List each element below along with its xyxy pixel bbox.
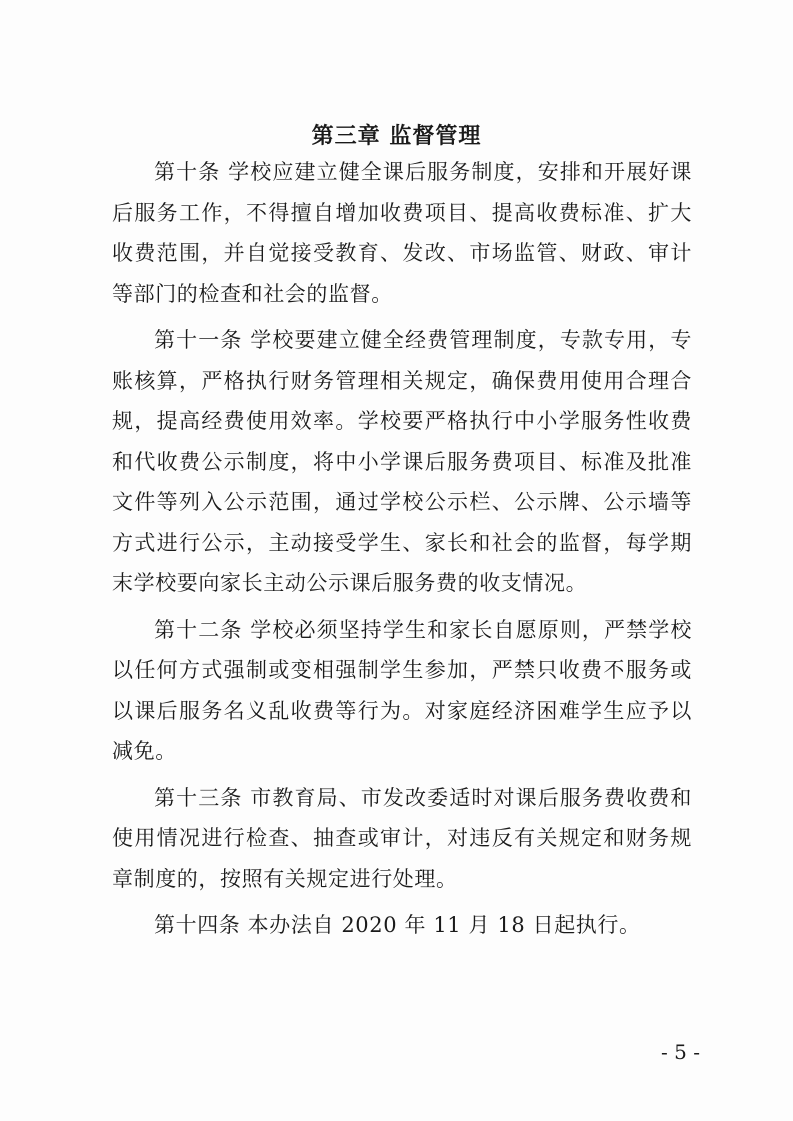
article-12: 第十二条 学校必须坚持学生和家长自愿原则，严禁学校以任何方式强制或变相强制学生参加，严禁只收费不服务或以课后服务名义乱收费等行为。对家庭经济困难学生应予以减免。: [112, 617, 692, 763]
page-number: - 5 -: [661, 1040, 700, 1064]
article-10: 第十条 学校应建立健全课后服务制度，安排和开展好课后服务工作，不得擅自增加收费项目、提高收费标准、扩大收费范围，并自觉接受教育、发改、市场监管、财政、审计等部门的检查和社会的监督。: [112, 160, 692, 306]
article-11: 第十一条 学校要建立健全经费管理制度，专款专用，专账核算，严格执行财务管理相关规定，确保费用使用合理合规，提高经费使用效率。学校要严格执行中小学服务性收费和代收费公示制度，将中小学课后服务费项目、标准及批准文件等列入公示范围，通过学校公示栏、公示牌、公示墙等方式进行公示，主动接受学生、家长和社会的监督，每学期末学校要向家长主动公示课后服务费的收支情况。: [112, 328, 692, 595]
article-13: 第十三条 市教育局、市发改委适时对课后服务费收费和使用情况进行检查、抽查或审计，对违反有关规定和财务规章制度的，按照有关规定进行处理。: [112, 785, 692, 891]
article-14: 第十四条 本办法自 2020 年 11 月 18 日起执行。: [154, 913, 641, 937]
chapter-title: 第三章 监督管理: [311, 123, 482, 149]
document-body: [112, 152, 692, 946]
